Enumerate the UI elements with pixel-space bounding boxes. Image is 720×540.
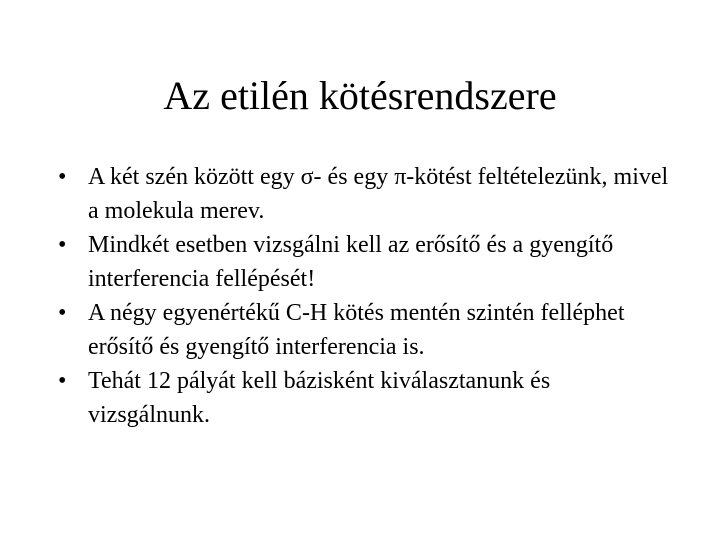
bullet-item bbox=[58, 160, 678, 228]
bullet-marker: • bbox=[58, 232, 67, 258]
bullet-marker: • bbox=[58, 164, 67, 190]
bullet-marker: • bbox=[58, 300, 67, 326]
bullet-text: Mindkét esetben vizsgálni kell az erősítő és a gyengítő interferencia fellépését! bbox=[88, 232, 614, 292]
bullet-item bbox=[58, 228, 678, 296]
bullet-item bbox=[58, 364, 678, 432]
bullet-marker: • bbox=[58, 368, 67, 394]
bullet-text: A két szén között egy σ- és egy π-kötést feltételezünk, mivel a molekula merev. bbox=[88, 164, 669, 224]
slide-title: Az etilén kötésrendszere bbox=[163, 73, 557, 118]
bullet-text: A négy egyenértékű C-H kötés mentén szintén felléphet erősítő és gyengítő interferencia is. bbox=[88, 300, 625, 360]
bullet-list bbox=[58, 160, 678, 432]
bullet-item bbox=[58, 296, 678, 364]
bullet-text: Tehát 12 pályát kell bázisként kiválasztanunk és vizsgálnunk. bbox=[88, 368, 551, 428]
